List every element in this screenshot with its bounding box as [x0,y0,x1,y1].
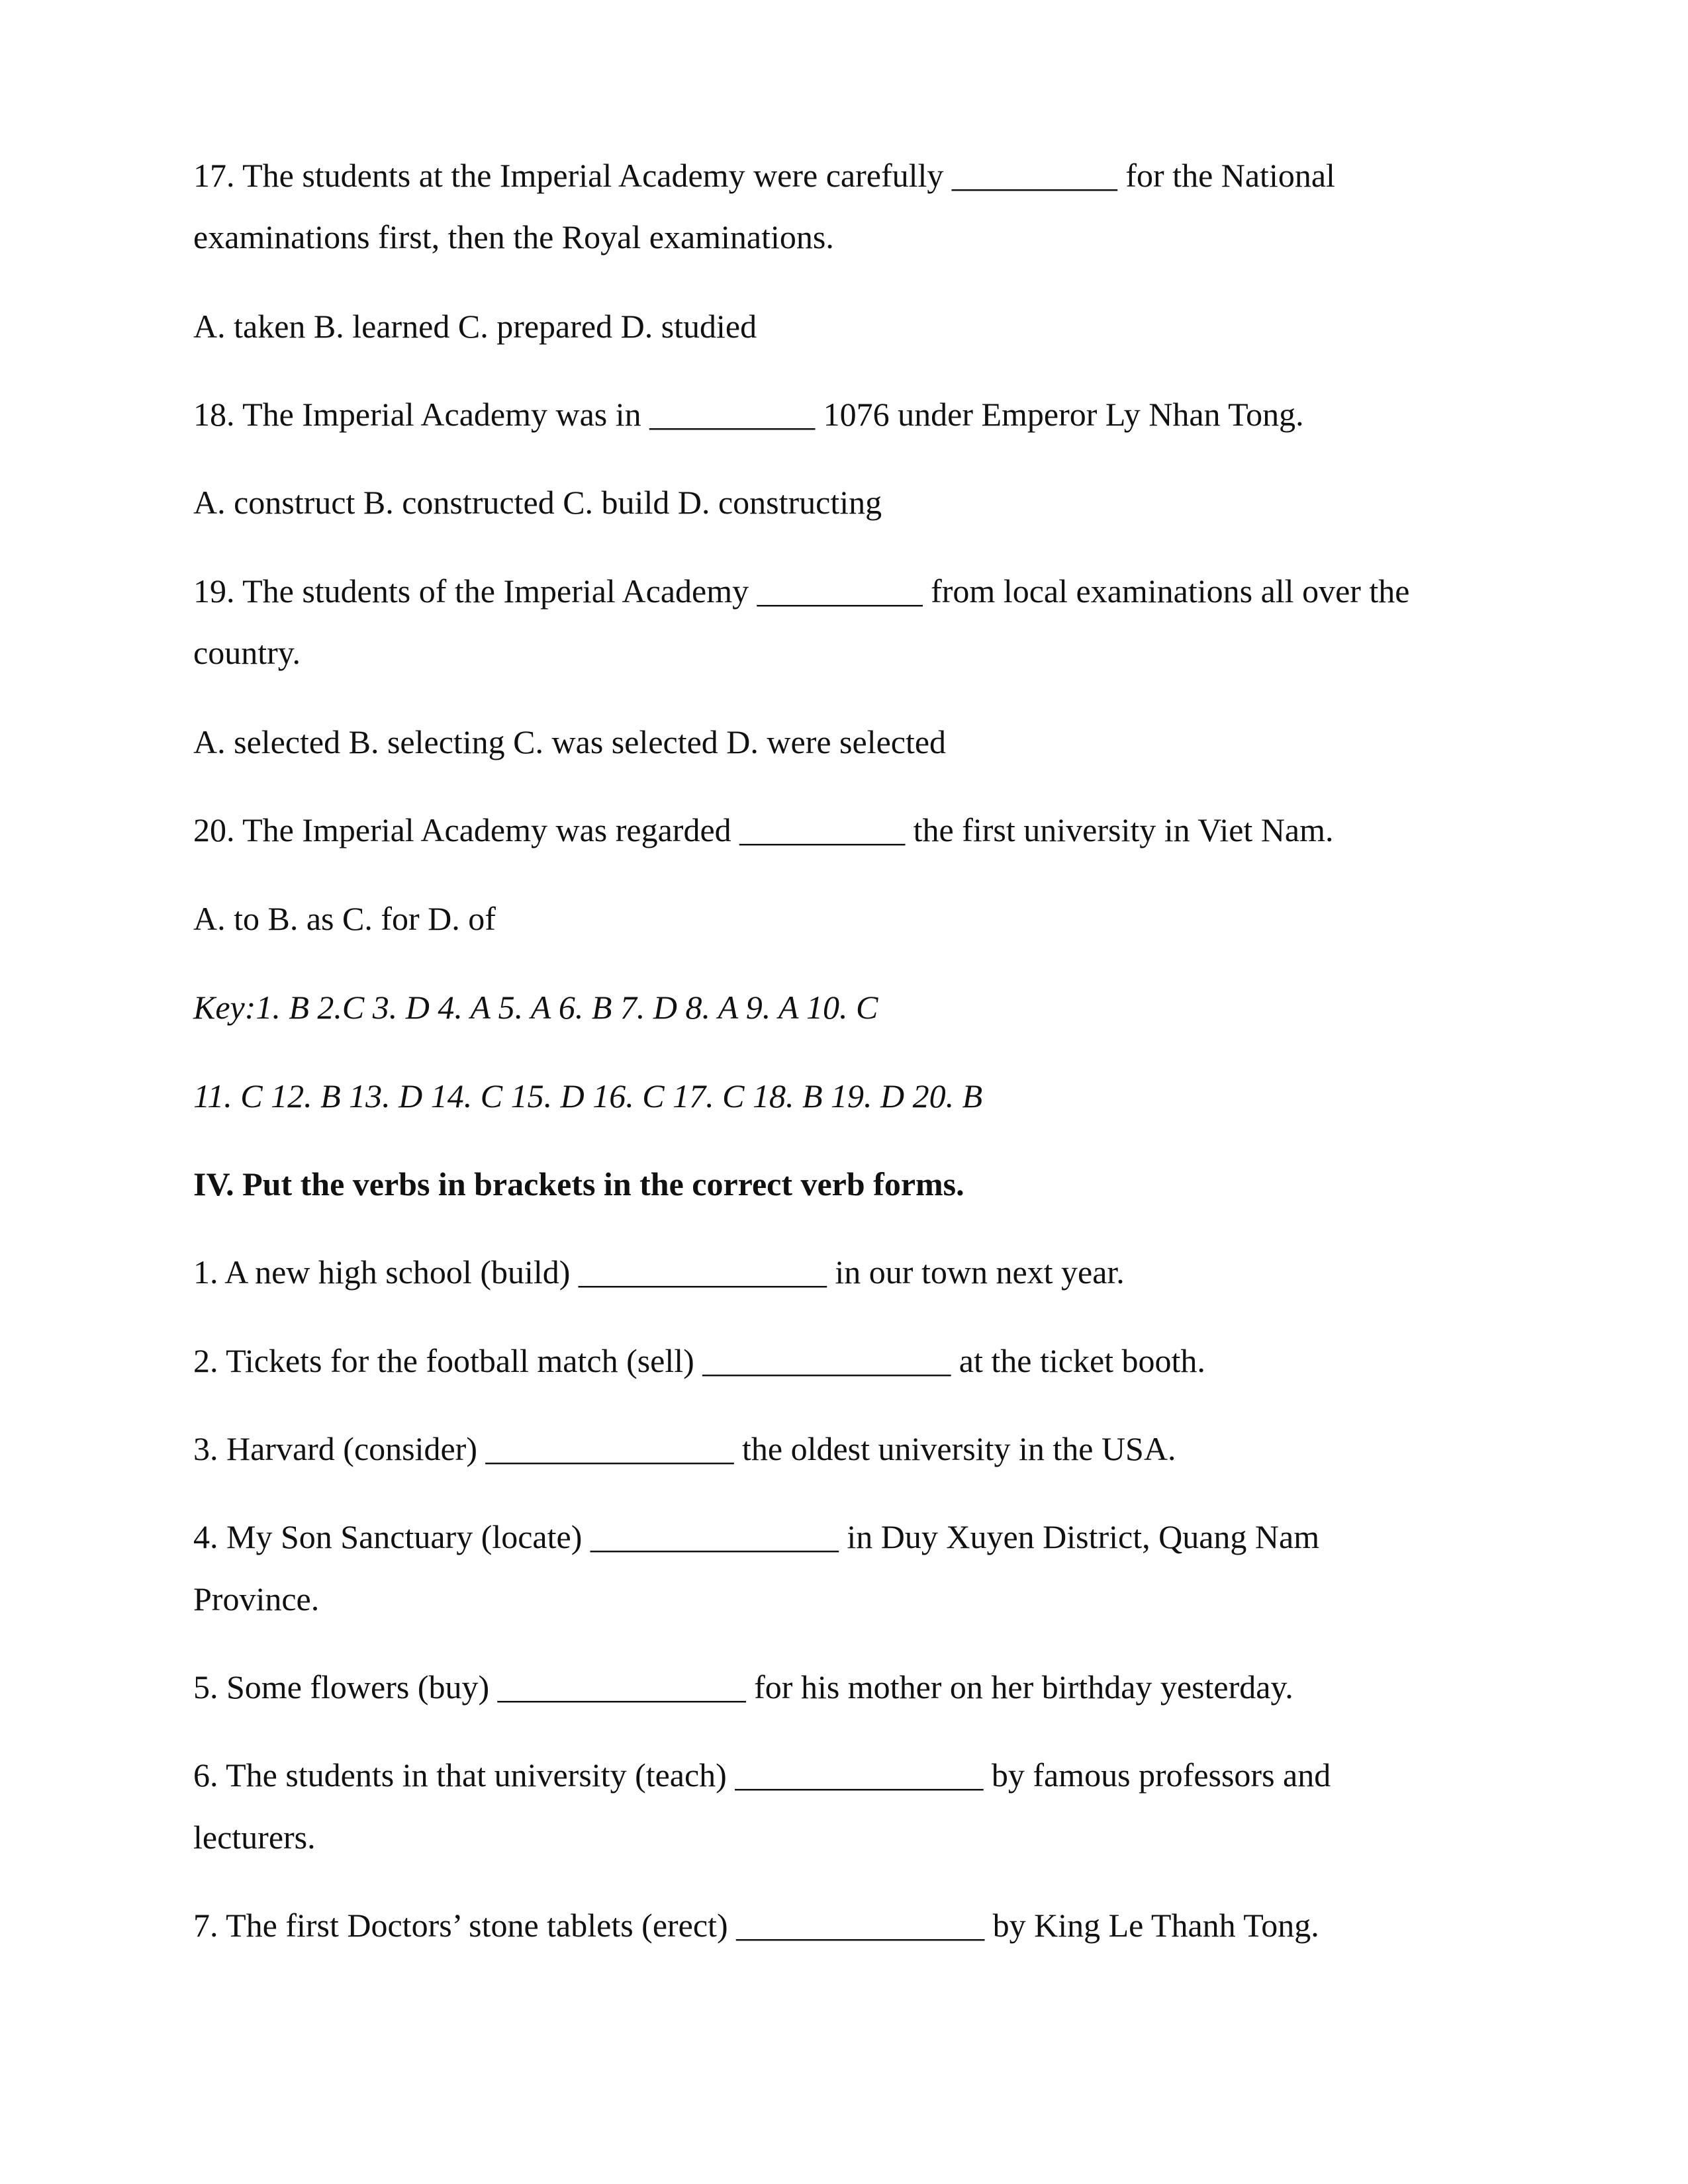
question-20-options: A. to B. as C. for D. of [193,900,496,937]
verb-item-5: 5. Some flowers (buy) _______________ for his mother on her birthday yesterday. [193,1668,1293,1706]
verb-item-3: 3. Harvard (consider) _______________ the oldest university in the USA. [193,1430,1176,1467]
section-4-heading: IV. Put the verbs in brackets in the correct verb forms. [193,1165,964,1203]
verb-item-7: 7. The first Doctors’ stone tablets (erect) _______________ by King Le Thanh Tong. [193,1907,1319,1944]
verb-item-1: 1. A new high school (build) _______________ in our town next year. [193,1253,1125,1291]
question-17-line-2: examinations first, then the Royal examinations. [193,218,834,255]
question-17-options: A. taken B. learned C. prepared D. studied [193,308,757,345]
question-17-line-1: 17. The students at the Imperial Academy were carefully __________ for the National [193,157,1335,194]
verb-item-4-line-1: 4. My Son Sanctuary (locate) _______________ in Duy Xuyen District, Quang Nam [193,1518,1320,1555]
question-20-line-1: 20. The Imperial Academy was regarded __________ the first university in Viet Nam. [193,811,1334,848]
question-18-options: A. construct B. constructed C. build D. constructing [193,484,882,521]
verb-item-2: 2. Tickets for the football match (sell) _______________ at the ticket booth. [193,1342,1205,1379]
verb-item-6-line-1: 6. The students in that university (teach) _______________ by famous professors and [193,1756,1331,1794]
question-19-line-1: 19. The students of the Imperial Academy __________ from local examinations all over the [193,572,1410,610]
question-19-line-2: country. [193,634,301,671]
answer-key-line-2: 11. C 12. B 13. D 14. C 15. D 16. C 17. C 18. B 19. D 20. B [193,1077,983,1115]
verb-item-6-line-2: lecturers. [193,1819,316,1856]
answer-key-line-1: Key:1. B 2.C 3. D 4. A 5. A 6. B 7. D 8. A 9. A 10. C [193,989,878,1026]
verb-item-4-line-2: Province. [193,1580,320,1617]
question-18-line-1: 18. The Imperial Academy was in __________ 1076 under Emperor Ly Nhan Tong. [193,396,1304,433]
question-19-options: A. selected B. selecting C. was selected D. were selected [193,723,947,760]
